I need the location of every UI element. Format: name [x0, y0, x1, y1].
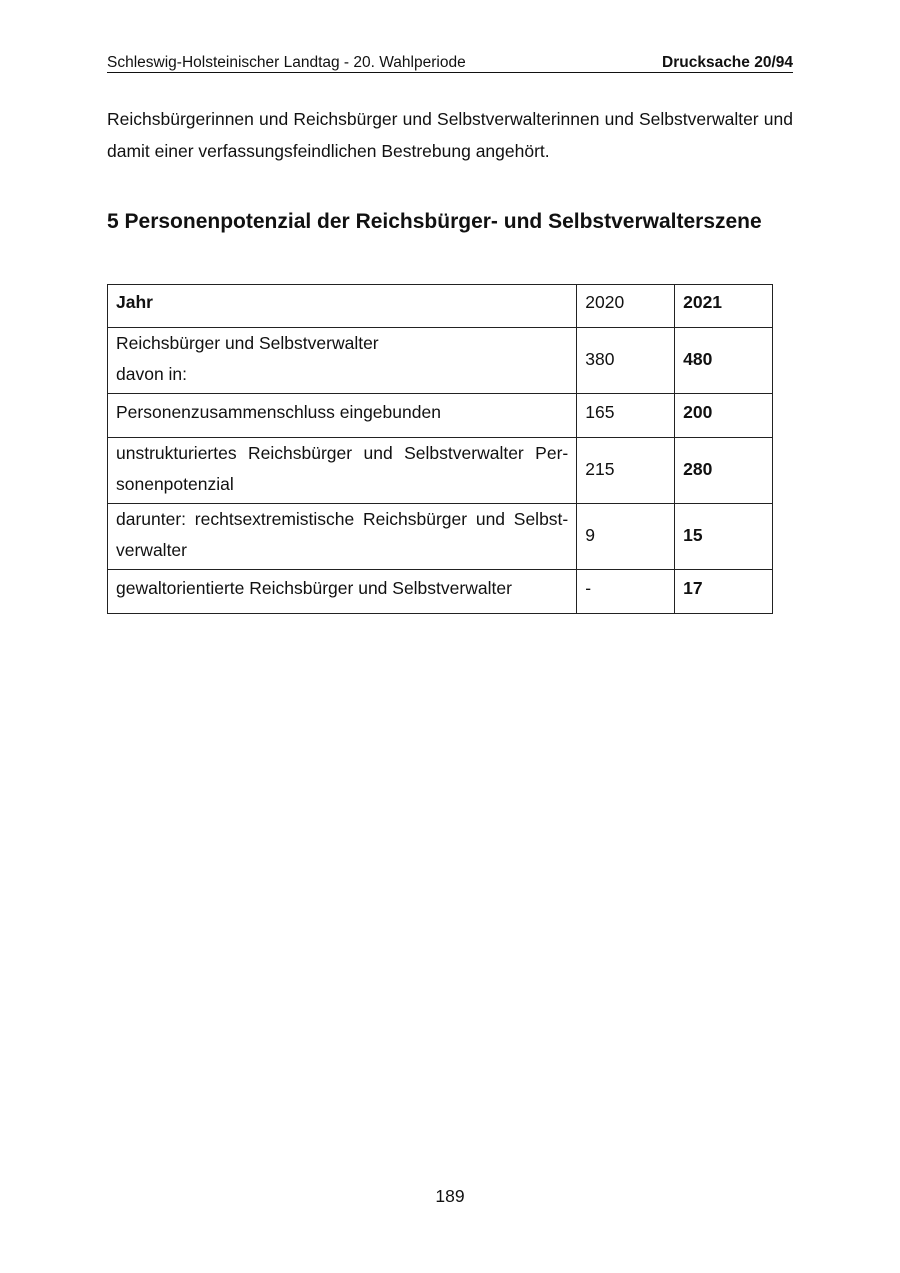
- intro-paragraph: Reichsbürgerinnen und Reichsbürger und Selbstverwalterinnen und Selbstverwalter und damit einer verfassungsfeindlichen Bestrebung angehört.: [107, 109, 793, 161]
- header-cell-2020: 2020: [577, 285, 675, 328]
- row-value-2021: 200: [675, 394, 773, 438]
- row-label: darunter: rechtsextremistische Reichsbürger und Selbstverwalter: [108, 504, 577, 570]
- row-label: gewaltorientierte Reichsbürger und Selbstverwalter: [108, 570, 577, 614]
- header-cell-year-label: Jahr: [108, 285, 577, 328]
- table-row: [108, 328, 773, 394]
- row-value-2020: -: [577, 570, 675, 614]
- header-cell-2021: 2021: [675, 285, 773, 328]
- row-label: [108, 328, 577, 394]
- header-document-number: Drucksache 20/94: [662, 54, 793, 71]
- row-value-2021: 17: [675, 570, 773, 614]
- page-header: [107, 54, 793, 73]
- row-value-2021: 480: [675, 328, 773, 394]
- page-number: 189: [435, 1186, 465, 1206]
- row-value-2020: 165: [577, 394, 675, 438]
- table-row: [108, 394, 773, 438]
- row-value-2021: 15: [675, 504, 773, 570]
- table-row: [108, 438, 773, 504]
- table-row: [108, 504, 773, 570]
- row-value-2020: 215: [577, 438, 675, 504]
- header-parliament-title: Schleswig-Holsteinischer Landtag - 20. Wahlperiode: [107, 54, 466, 71]
- row-value-2020: 380: [577, 328, 675, 394]
- row-value-2020: 9: [577, 504, 675, 570]
- row-label: unstrukturiertes Reichsbürger und Selbstverwalter Personenpotenzial: [108, 438, 577, 504]
- personenpotenzial-table: [107, 284, 773, 614]
- table-row: [108, 570, 773, 614]
- row-label-line: Reichsbürger und Selbstverwalter: [116, 333, 379, 353]
- section-heading: 5 Personenpotenzial der Reichsbürger- und Selbstverwalterszene: [107, 210, 762, 233]
- row-label-line: davon in:: [116, 364, 188, 384]
- table-header-row: [108, 285, 773, 328]
- row-value-2021: 280: [675, 438, 773, 504]
- row-label: Personenzusammenschluss eingebunden: [108, 394, 577, 438]
